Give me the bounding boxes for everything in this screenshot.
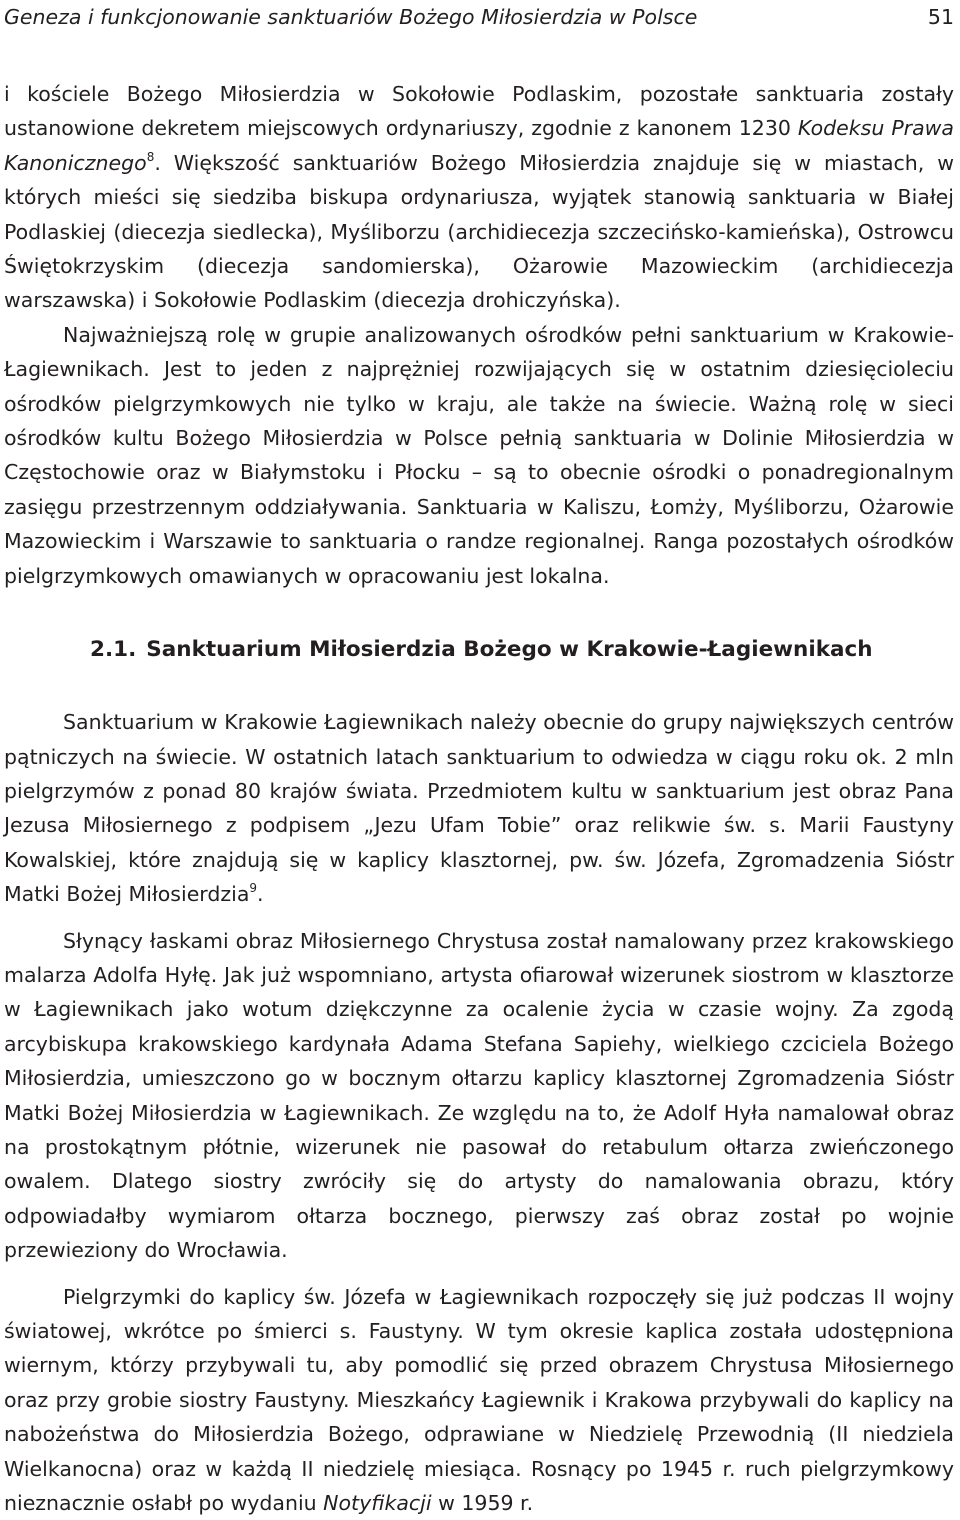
paragraph-5 [4,1280,954,1520]
paragraph-2: Najważniejszą rolę w grupie analizowanych ośrodków pełni sanktuarium w Krakowie-Łagiewnikach. Jest to jeden z najprężniej rozwijających się w ostatnim dziesięcioleciu ośrodków pielgrzymkowych nie tylko w kraju, ale także na świecie. Ważną rolę w sieci ośrodków kultu Bożego Miłosierdzia w Polsce pełnią sanktuaria w Dolinie Miłosierdzia w Częstochowie oraz w Białymstoku i Płocku – są to obecnie ośrodki o ponadregionalnym zasięgu przestrzennym oddziaływania. Sanktuaria w Kaliszu, Łomży, Myśliborzu, Ożarowie Mazowieckim i Warszawie to sanktuaria o randze regionalnej. Ranga pozostałych ośrodków pielgrzymkowych omawianych w opracowaniu jest lokalna. [4,322,954,588]
paragraph-5-text-c: w 1959 r. [431,1491,534,1516]
paragraph-4: Słynący łaskami obraz Miłosiernego Chrystusa został namalowany przez krakowskiego malarza Adolfa Hyłę. Jak już wspomniano, artysta ofiarował wizerunek siostrom w klasztorze w Łagiewnikach jako wotum dziękczynne za ocalenie życia w czasie wojny. Za zgodą arcybiskupa krakowskiego kardynała Adama Stefana Sapiehy, wielkiego czciciela Bożego Miłosierdzia, umieszczono go w bocznym ołtarzu kaplicy klasztornej Zgromadzenia Sióstr Matki Bożej Miłosierdzia w Łagiewnikach. Ze względu na to, że Adolf Hyła namalował obraz na prostokątnym płótnie, wizerunek nie pasował do retabulum ołtarza zwieńczonego owalem. Dlatego siostry zwróciły się do artysty do namalowania obrazu, który odpowiadałby wymiarom ołtarza bocznego, pierwszy zaś obraz został po wojnie przewieziony do Wrocławia. [4,928,954,1263]
running-header-title: Geneza i funkcjonowanie sanktuariów Bożego Miłosierdzia w Polsce [4,5,698,29]
footnote-ref-8[interactable]: 8 [146,149,155,164]
section-number: 2.1. [90,637,137,663]
paragraph-3-text-a: Sanktuarium w Krakowie Łagiewnikach należy obecnie do grupy największych centrów pątniczych na świecie. W ostatnich latach sanktuarium to odwiedza w ciągu roku ok. 2 mln pielgrzymów z ponad 80 krajów świata. Przedmiotem kultu w sanktuarium jest obraz Pana Jezusa Miłosiernego z podpisem „Jezu Ufam Tobie” oraz relikwie św. s. Marii Faustyny Kowalskiej, które znajdują się w kaplicy klasztornej, pw. św. Józefa, Zgromadzenia Sióstr Matki Bożej Miłosierdzia [4,710,954,907]
section-title: Sanktuarium Miłosierdzia Bożego w Krakowie-Łagiewnikach [146,637,873,663]
page-number: 51 [927,5,954,29]
section-heading [90,633,954,667]
body-text [4,77,954,1520]
footnote-ref-9[interactable]: 9 [249,881,258,896]
citation-title: Kodeksu Prawa Kanonicznego [4,116,954,175]
notification-title: Notyfikacji [323,1491,432,1516]
paragraph-1-text-a: i kościele Bożego Miłosierdzia w Sokołowie Podlaskim, pozostałe sanktuaria zostały ustanowione dekretem miejscowych ordynariuszy, zgodnie z kanonem 1230 [4,82,954,141]
paragraph-3 [4,705,954,911]
paragraph-3-text-b: . [257,882,264,907]
paragraph-1-text-c: . Większość sanktuariów Bożego Miłosierdzia znajduje się w miastach, w których mieści się siedziba biskupa ordynariusza, wyjątek stanowią sanktuaria w Białej Podlaskiej (diecezja siedlecka), Myśliborzu (archidiecezja szczecińsko-kamieńska), Ostrowcu Świętokrzyskim (diecezja sandomierska), Ożarowie Mazowieckim (archidiecezja warszawska) i Sokołowie Podlaskim (diecezja drohiczyńska). [4,150,954,313]
paragraph-1 [4,77,954,318]
running-header [4,2,954,32]
paragraph-5-text-a: Pielgrzymki do kaplicy św. Józefa w Łagiewnikach rozpoczęły się już podczas II wojny światowej, wkrótce po śmierci s. Faustyny. W tym okresie kaplica została udostępniona wiernym, którzy przybywali tu, aby pomodlić się przed obrazem Chrystusa Miłosiernego oraz przy grobie siostry Faustyny. Mieszkańcy Łagiewnik i Krakowa przybywali do kaplicy na nabożeństwa do Miłosierdzia Bożego, odprawiane w Niedzielę Przewodnią (II niedziela Wielkanocna) oraz w każdą II niedzielę miesiąca. Rosnący po 1945 r. ruch pielgrzymkowy nieznacznie osłabł po wydaniu [4,1284,954,1516]
